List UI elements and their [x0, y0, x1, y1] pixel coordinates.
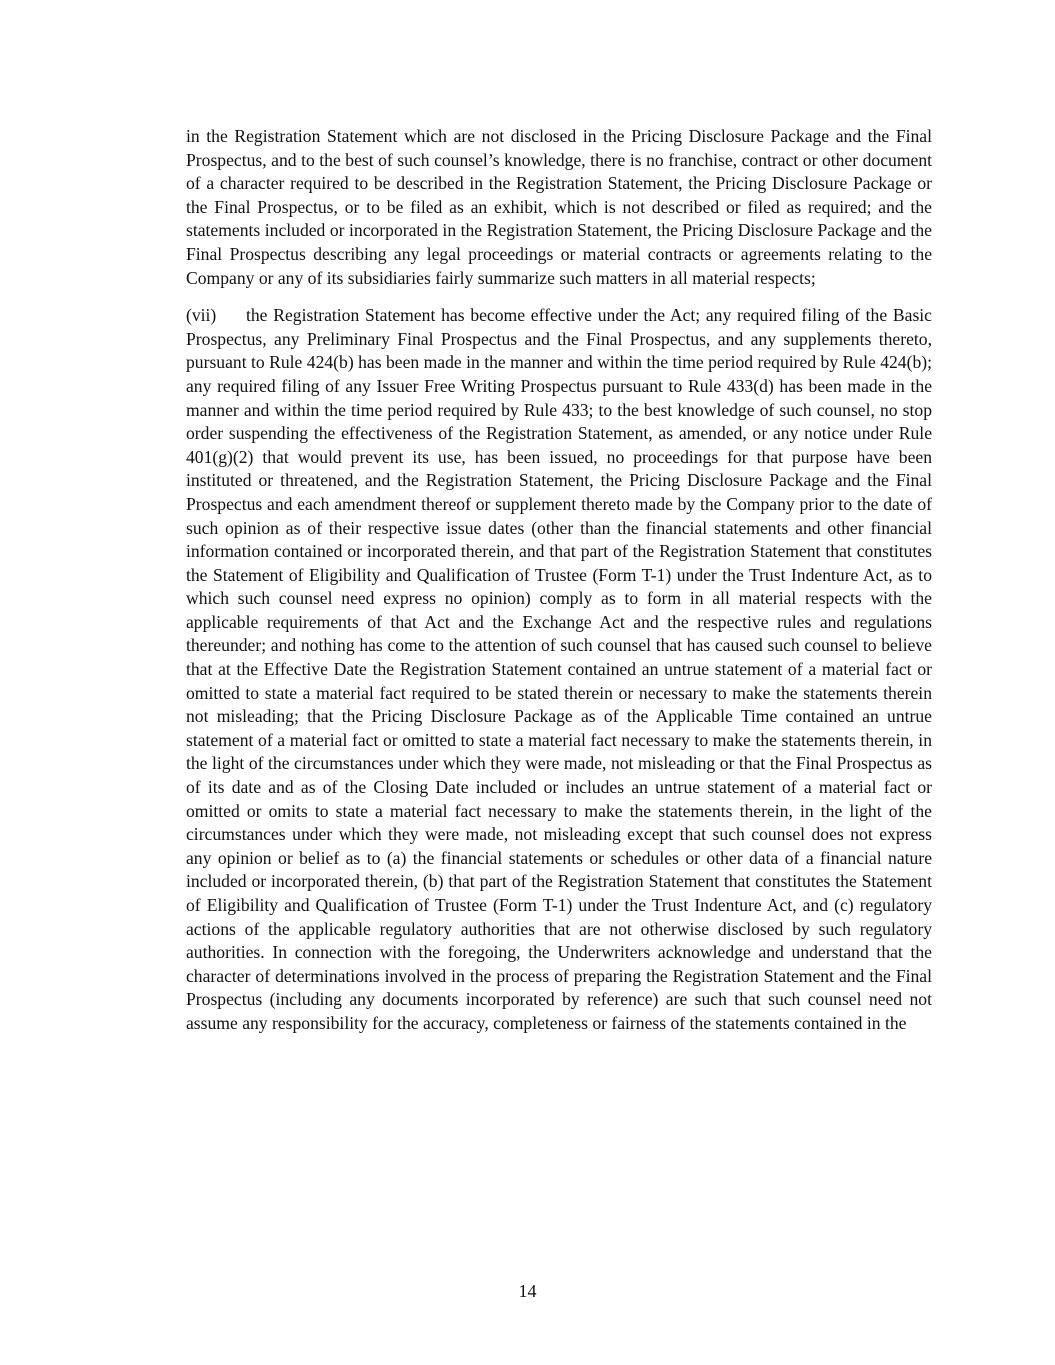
paragraph-vii [186, 304, 932, 1035]
page-number: 14 [518, 1281, 537, 1301]
document-page [186, 125, 932, 1036]
paragraph-continued: in the Registration Statement which are not disclosed in the Pricing Disclosure Package and the Final Prospectus, and to the best of such counsel’s knowledge, there is no franchise, contract or other document of a character required to be described in the Registration Statement, the Pricing Disclosure Package or the Final Prospectus, or to be filed as an exhibit, which is not described or filed as required; and the statements included or incorporated in the Registration Statement, the Pricing Disclosure Package and the Final Prospectus describing any legal proceedings or material contracts or agreements relating to the Company or any of its subsidiaries fairly summarize such matters in all material respects; [186, 126, 932, 288]
paragraph-number: (vii) [186, 305, 217, 326]
paragraph-vii-text: the Registration Statement has become effective under the Act; any required filing of the Basic Prospectus, any Preliminary Final Prospectus and the Final Prospectus, and any supplements thereto, pursuant to Rule 424(b) has been made in the manner and within the time period required by Rule 424(b); any required filing of any Issuer Free Writing Prospectus pursuant to Rule 433(d) has been made in the manner and within the time period required by Rule 433; to the best knowledge of such counsel, no stop order suspending the effectiveness of the Registration Statement, as amended, or any notice under Rule 401(g)(2) that would prevent its use, has been issued, no proceedings for that purpose have been instituted or threatened, and the Registration Statement, the Pricing Disclosure Package and the Final Prospectus and each amendment thereof or supplement thereto made by the Company prior to the date of such opinion as of their respective issue dates (other than the financial statements and other financial information contained or incorporated therein, and that part of the Registration Statement that constitutes the Statement of Eligibility and Qualification of Trustee (Form T-1) under the Trust Indenture Act, as to which such counsel need express no opinion) comply as to form in all material respects with the applicable requirements of that Act and the Exchange Act and the respective rules and regulations thereunder; and nothing has come to the attention of such counsel that has caused such counsel to believe that at the Effective Date the Registration Statement contained an untrue statement of a material fact or omitted to state a material fact required to be stated therein or necessary to make the statements therein not misleading; that the Pricing Disclosure Package as of the Applicable Time contained an untrue statement of a material fact or omitted to state a material fact necessary to make the statements therein, in the light of the circumstances under which they were made, not misleading or that the Final Prospectus as of its date and as of the Closing Date included or includes an untrue statement of a material fact or omitted or omits to state a material fact necessary to make the statements therein, in the light of the circumstances under which they were made, not misleading except that such counsel does not express any opinion or belief as to (a) the financial statements or schedules or other data of a financial nature included or incorporated therein, (b) that part of the Registration Statement that constitutes the Statement of Eligibility and Qualification of Trustee (Form T-1) under the Trust Indenture Act, and (c) regulatory actions of the applicable regulatory authorities that are not otherwise disclosed by such regulatory authorities. In connection with the foregoing, the Underwriters acknowledge and understand that the character of determinations involved in the process of preparing the Registration Statement and the Final Prospectus (including any documents incorporated by reference) are such that such counsel need not assume any responsibility for the accuracy, completeness or fairness of the statements contained in the [186, 305, 932, 1033]
